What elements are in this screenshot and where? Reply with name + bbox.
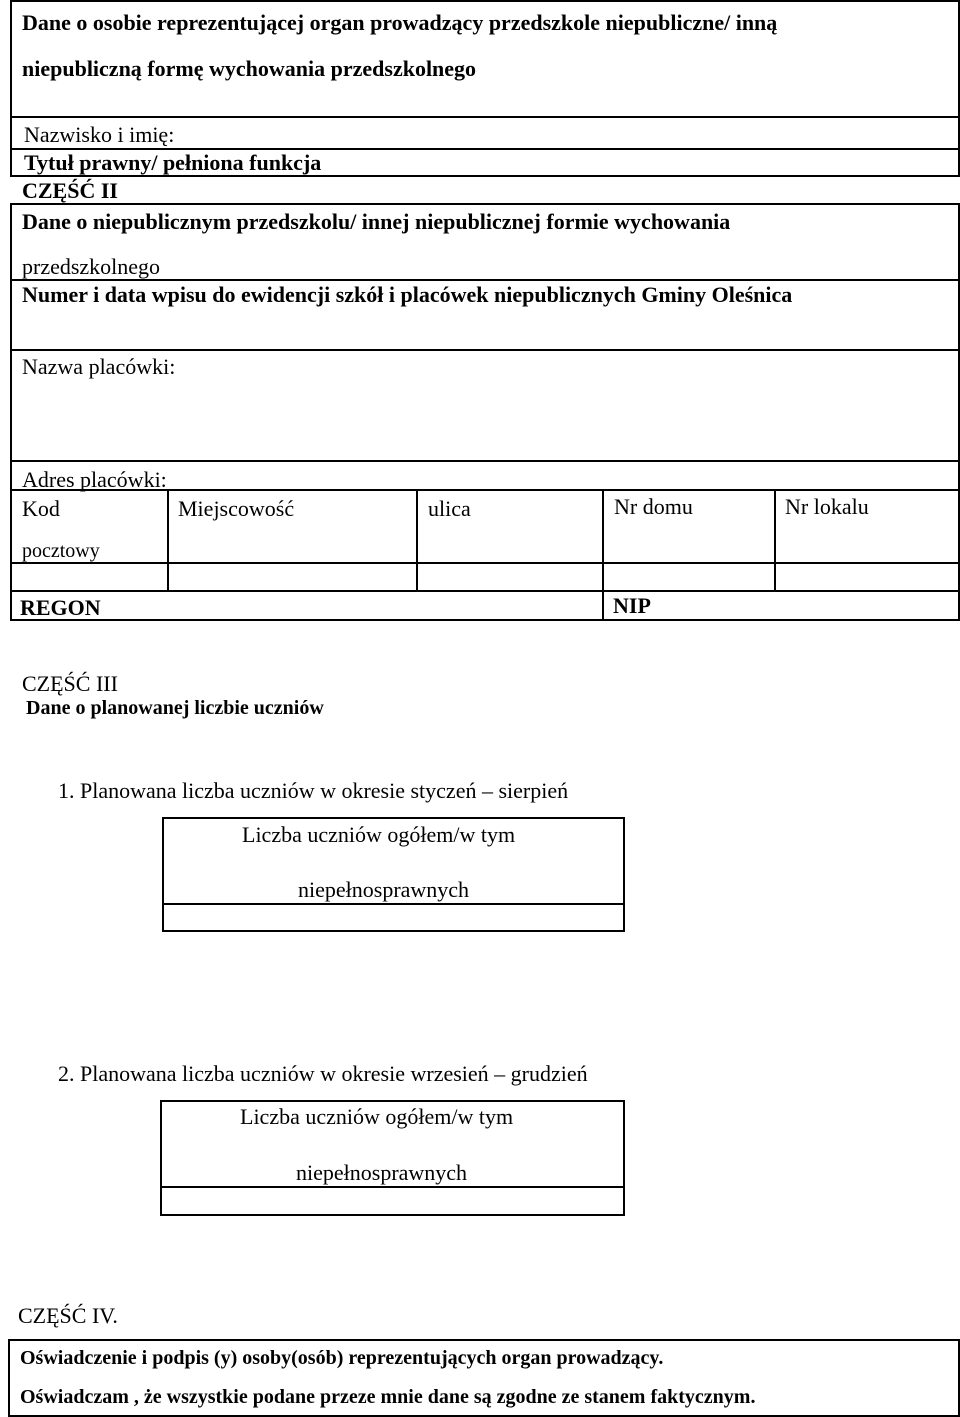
name-field-label: Nazwisko i imię: (24, 122, 175, 147)
student-count-label-1: Liczba uczniów ogółem/w tym (242, 822, 516, 847)
address-col-divider (167, 489, 169, 591)
representative-title-line2: niepubliczną formę wychowania przedszkolnego (22, 56, 477, 81)
divider (160, 1186, 625, 1188)
house-number-label: Nr domu (614, 494, 693, 519)
nip-label: NIP (613, 593, 651, 618)
divider (10, 489, 960, 491)
divider (10, 460, 960, 462)
postal-code-label: Kod (22, 496, 60, 521)
divider (10, 279, 960, 281)
student-count-label-1b: niepełnosprawnych (298, 877, 470, 902)
divider (10, 175, 960, 177)
planned-students-sep-dec: 2. Planowana liczba uczniów w okresie wrzesień – grudzień (58, 1061, 588, 1086)
border-left (10, 118, 12, 176)
address-col-divider (416, 489, 418, 591)
student-count-label-2: Liczba uczniów ogółem/w tym (240, 1104, 514, 1129)
apartment-number-label: Nr lokalu (785, 494, 869, 519)
facility-address-label: Adres placówki: (22, 467, 167, 492)
part-3-subtitle: Dane o planowanej liczbie uczniów (26, 697, 324, 719)
statement-title: Oświadczenie i podpis (y) osoby(osób) reprezentujących organ prowadzący. (20, 1347, 664, 1369)
registry-number-label: Numer i data wpisu do ewidencji szkół i placówek niepublicznych Gminy Oleśnica (22, 282, 793, 307)
part-3-heading: CZĘŚĆ III (22, 671, 118, 696)
facility-name-label: Nazwa placówki: (22, 354, 176, 379)
address-row-divider (10, 590, 960, 592)
facility-title-line1: Dane o niepublicznym przedszkolu/ innej niepublicznej formie wychowania (22, 209, 731, 234)
planned-students-jan-aug: 1. Planowana liczba uczniów w okresie styczeń – sierpień (58, 778, 569, 803)
street-label: ulica (428, 496, 471, 521)
city-label: Miejscowość (178, 496, 295, 521)
legal-title-field-label: Tytuł prawny/ pełniona funkcja (24, 150, 322, 175)
part-4-heading: CZĘŚĆ IV. (18, 1303, 118, 1328)
divider (10, 349, 960, 351)
address-row-divider (10, 562, 960, 564)
address-col-divider (774, 489, 776, 591)
part-2-heading: CZĘŚĆ II (22, 178, 118, 203)
postal-code-label-2: pocztowy (22, 540, 100, 562)
divider (162, 903, 625, 905)
regon-label: REGON (20, 595, 101, 620)
address-col-divider (602, 489, 604, 621)
statement-text: Oświadczam , że wszystkie podane przeze mnie dane są zgodne ze stanem faktycznym. (20, 1386, 756, 1408)
student-count-label-2b: niepełnosprawnych (296, 1160, 468, 1185)
representative-title-line1: Dane o osobie reprezentującej organ prowadzący przedszkole niepubliczne/ inną (22, 10, 778, 35)
facility-title-line2: przedszkolnego (22, 254, 161, 279)
